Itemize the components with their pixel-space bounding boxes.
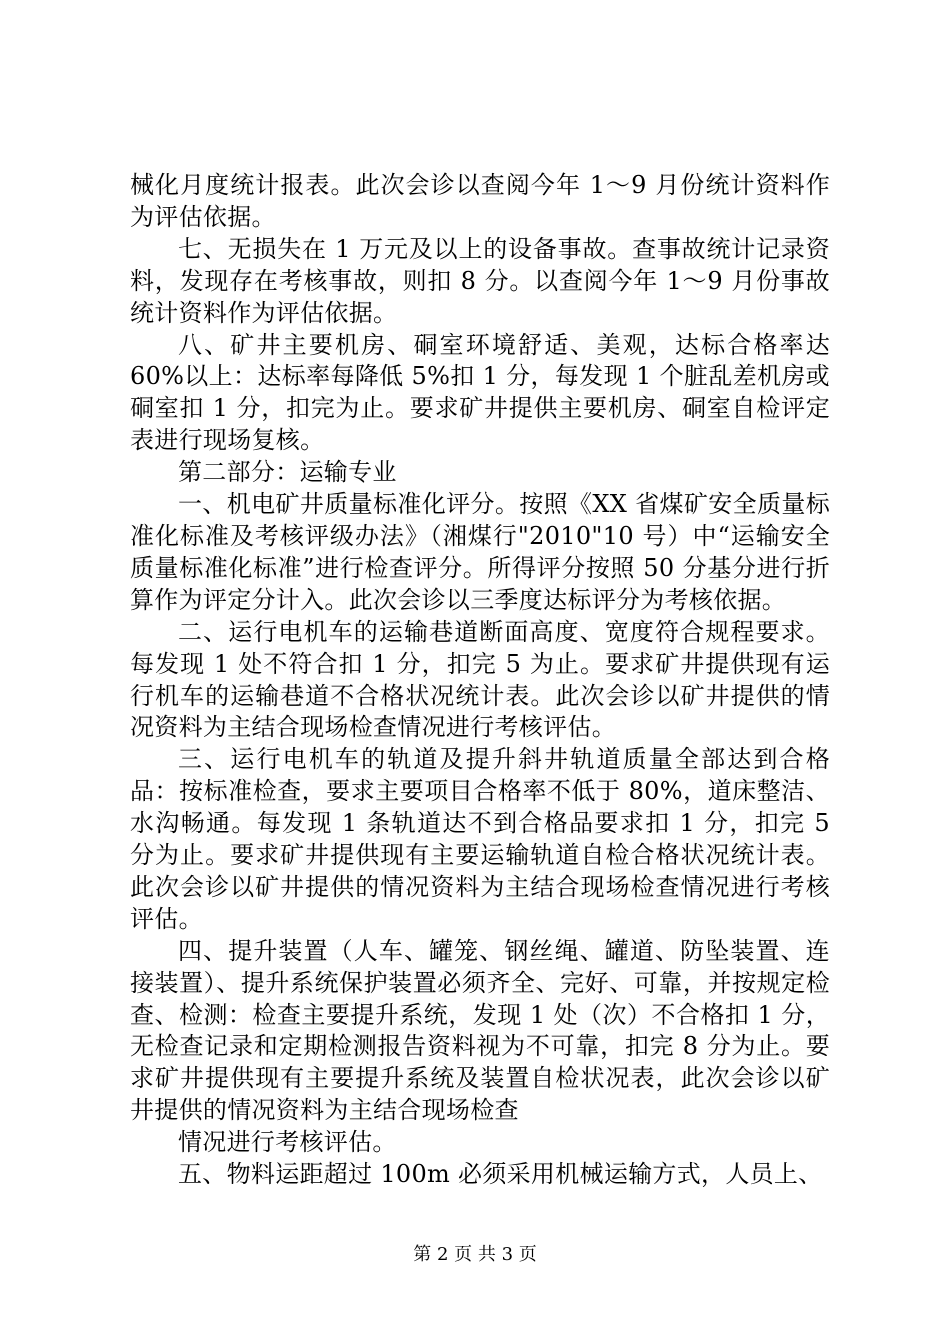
paragraph-transport-4: 四、提升装置（人车、罐笼、钢丝绳、罐道、防坠装置、连接装置）、提升系统保护装置必须齐全、完好、可靠，并按规定检查、检测：检查主要提升系统，发现 1 处（次）不合格扣 1 分，无检查记录和定期检测报告资料视为不可靠，扣完 8 分为止。要求矿井提供现有主要提升系统及装置自检状况表，此次会诊以矿井提供的情况资料为主结合现场检查 <box>130 936 830 1125</box>
paragraph-transport-1: 一、机电矿井质量标准化评分。按照《XX 省煤矿安全质量标准化标准及考核评级办法》（湘煤行"2010"10 号）中“运输安全质量标准化标准”进行检查评分。所得评分按照 50 分基分进行折算作为评定分计入。此次会诊以三季度达标评分为考核依据。 <box>130 490 830 614</box>
paragraph-item-7: 七、无损失在 1 万元及以上的设备事故。查事故统计记录资料，发现存在考核事故，则扣 8 分。以查阅今年 1～9 月份事故统计资料作为评估依据。 <box>130 234 830 327</box>
paragraph-item-8: 八、矿井主要机房、硐室环境舒适、美观，达标合格率达60%以上：达标率每降低 5%扣 1 分，每发现 1 个脏乱差机房或硐室扣 1 分，扣完为止。要求矿井提供主要机房、硐室自检评定表进行现场复核。 <box>130 330 830 455</box>
paragraph-transport-3: 三、运行电机车的轨道及提升斜井轨道质量全部达到合格品：按标准检查，要求主要项目合格率不低于 80%，道床整洁、水沟畅通。每发现 1 条轨道达不到合格品要求扣 1 分，扣完 5 分为止。要求矿井提供现有主要运输轨道自检合格状况统计表。此次会诊以矿井提供的情况资料为主结合现场检查情况进行考核评估。 <box>130 745 830 933</box>
document-body <box>130 170 830 1191</box>
paragraph-continuation: 械化月度统计报表。此次会诊以查阅今年 1～9 月份统计资料作为评估依据。 <box>130 171 830 231</box>
section-heading-transport: 第二部分：运输专业 <box>178 458 397 487</box>
paragraph-transport-5: 五、物料运距超过 100m 必须采用机械运输方式，人员上、 <box>178 1160 823 1189</box>
paragraph-transport-2: 二、运行电机车的运输巷道断面高度、宽度符合规程要求。每发现 1 处不符合扣 1 分，扣完 5 为止。要求矿井提供现有运行机车的运输巷道不合格状况统计表。此次会诊以矿井提供的情况资料为主结合现场检查情况进行考核评估。 <box>130 617 830 742</box>
paragraph-transport-4-tail: 情况进行考核评估。 <box>178 1128 397 1157</box>
page-number-footer: 第 2 页 共 3 页 <box>413 1244 537 1265</box>
